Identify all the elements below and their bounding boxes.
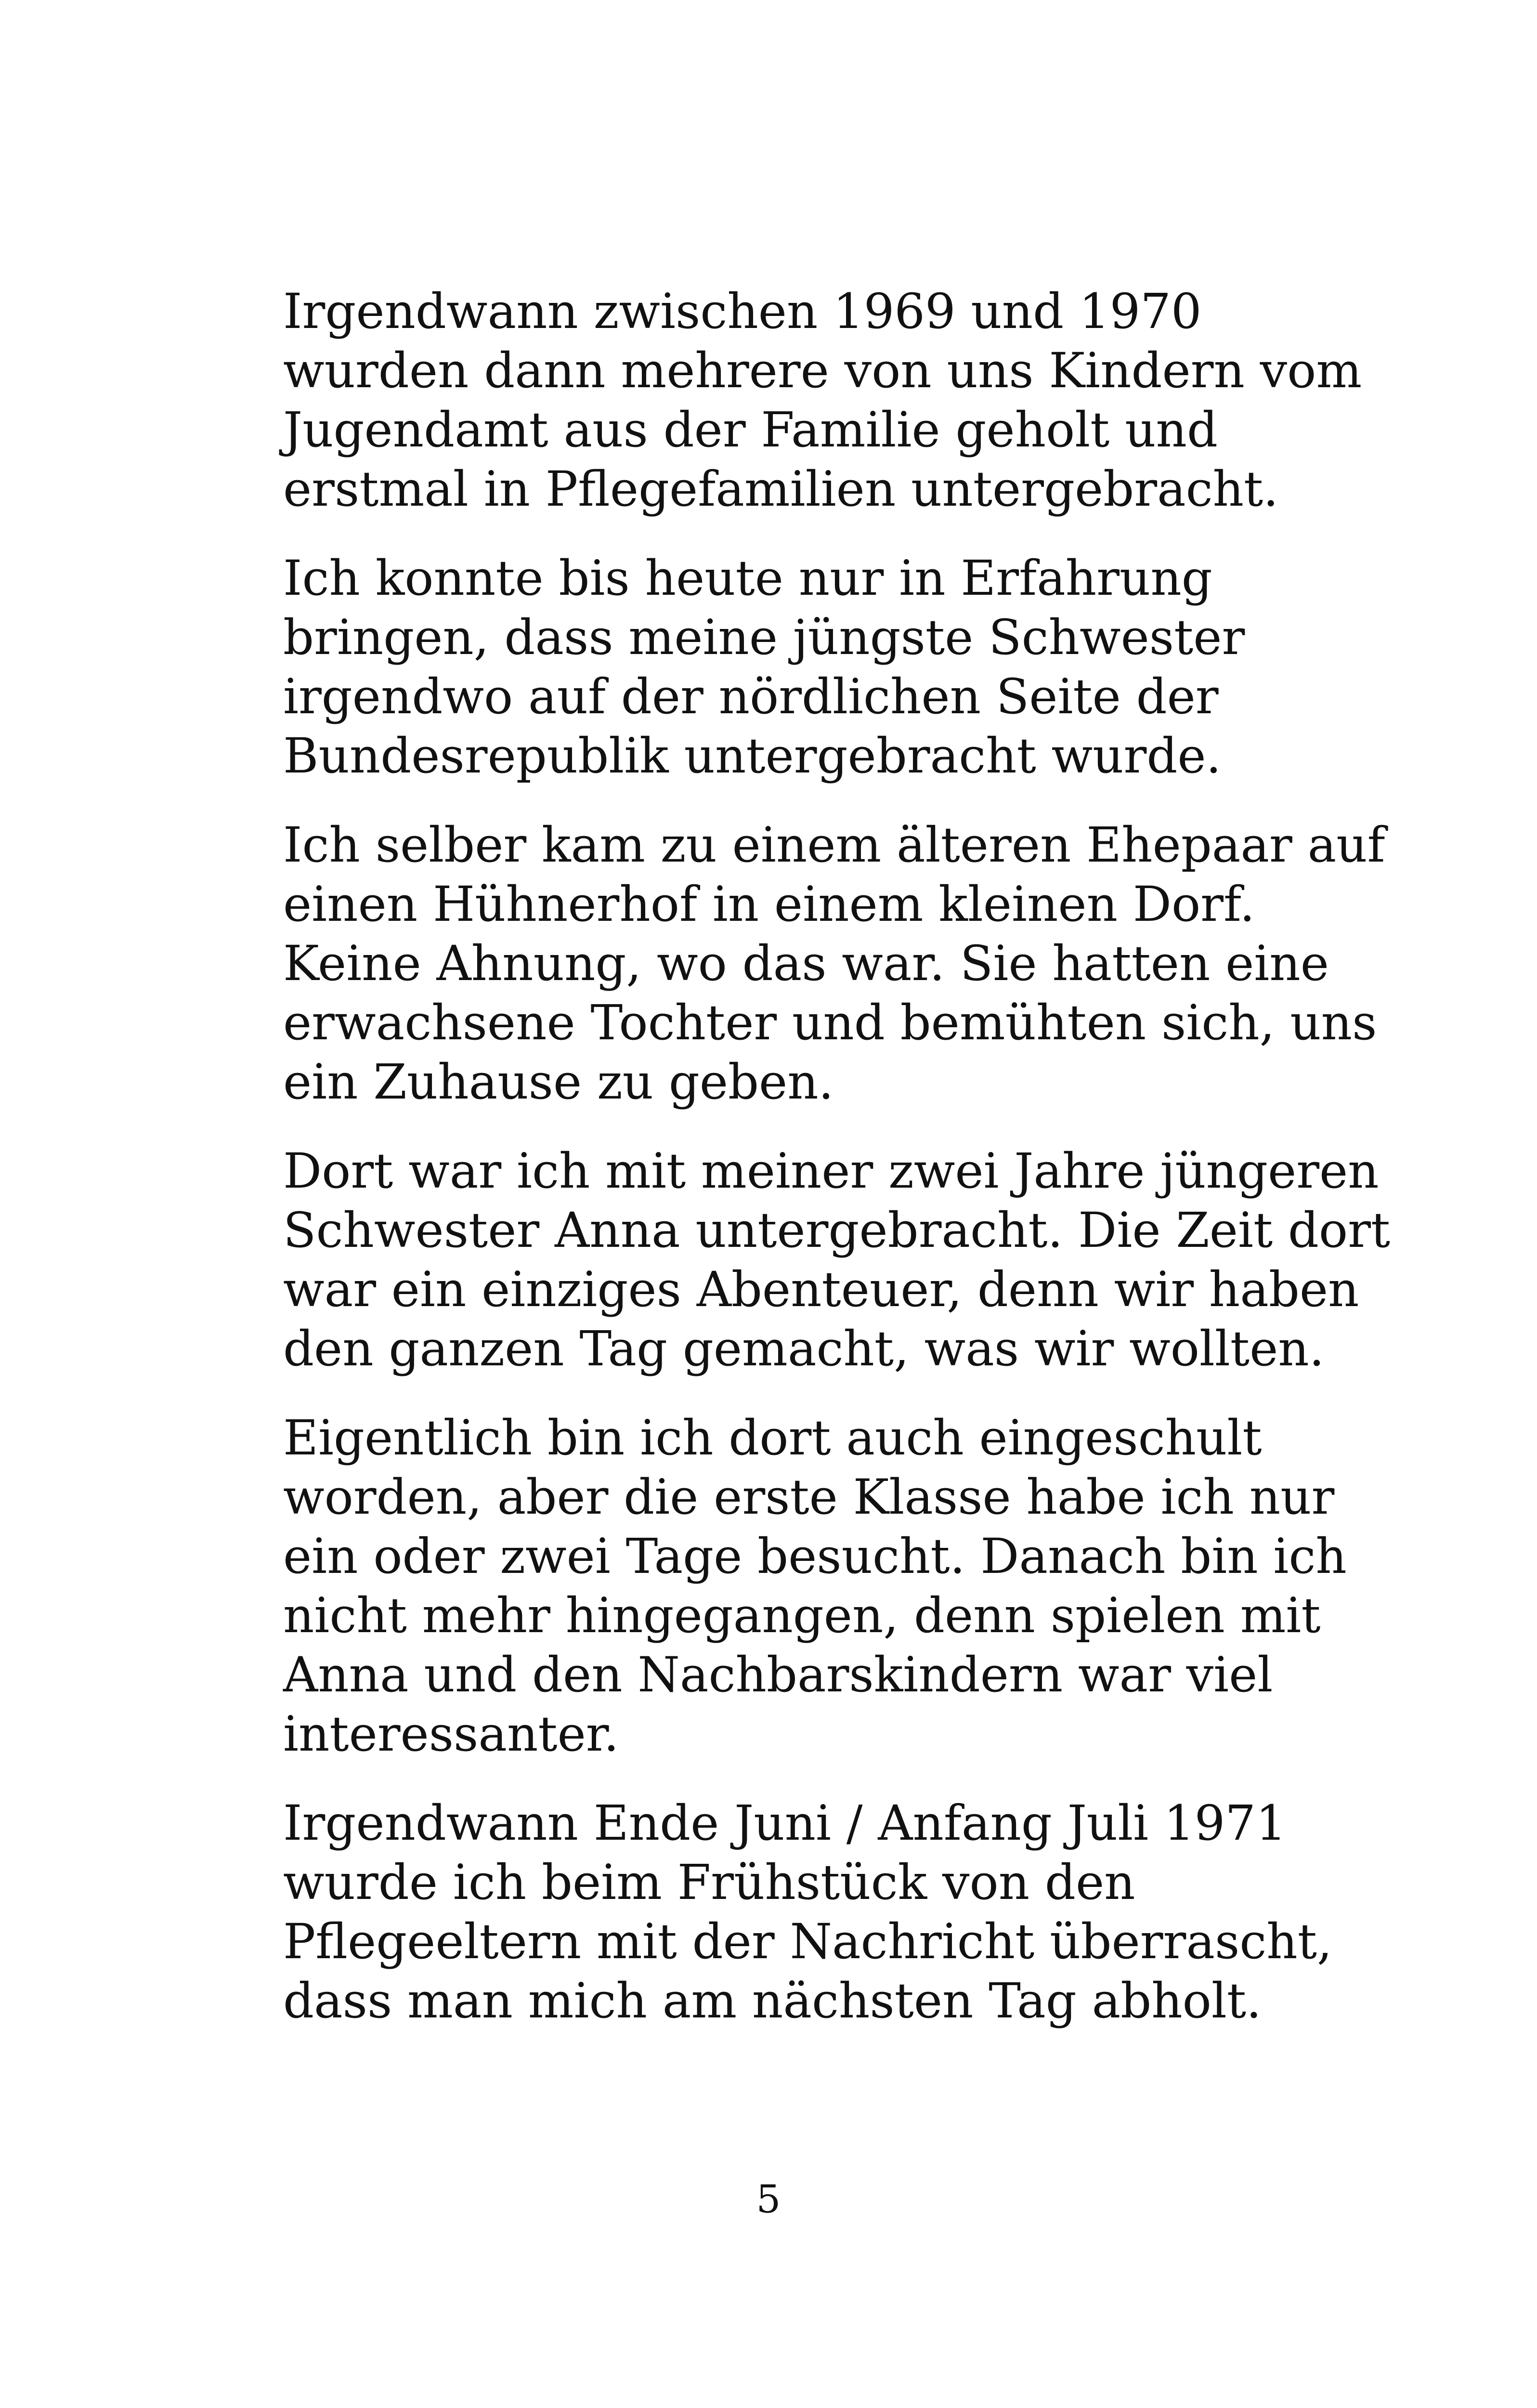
text-line: Anna und den Nachbarskindern war viel bbox=[283, 1647, 1273, 1703]
paragraph-6 bbox=[283, 1793, 1332, 2030]
text-line: wurde ich beim Frühstück von den bbox=[283, 1854, 1135, 1911]
text-line: interessanter. bbox=[283, 1706, 619, 1762]
text-line: Ich konnte bis heute nur in Erfahrung bbox=[283, 550, 1212, 606]
text-line: erstmal in Pflegefamilien untergebracht. bbox=[283, 461, 1278, 517]
paragraph-5 bbox=[283, 1408, 1347, 1764]
text-line: dass man mich am nächsten Tag abholt. bbox=[283, 1973, 1262, 2029]
text-line: Jugendamt aus der Familie geholt und bbox=[283, 402, 1218, 458]
body-text bbox=[283, 282, 1391, 2060]
text-line: worden, aber die erste Klasse habe ich nur bbox=[283, 1469, 1335, 1525]
text-line: einen Hühnerhof in einem kleinen Dorf. bbox=[283, 876, 1255, 932]
paragraph-1 bbox=[283, 282, 1362, 519]
text-line: Irgendwann Ende Juni / Anfang Juli 1971 bbox=[283, 1795, 1287, 1851]
paragraph-2 bbox=[283, 549, 1285, 785]
text-line: bringen, dass meine jüngste Schwester bbox=[283, 609, 1245, 666]
text-line: ein oder zwei Tage besucht. Danach bin ich bbox=[283, 1528, 1347, 1584]
text-line: Dort war ich mit meiner zwei Jahre jüngeren bbox=[283, 1143, 1379, 1199]
text-line: Eigentlich bin ich dort auch eingeschult bbox=[283, 1410, 1262, 1466]
page-number: 5 bbox=[756, 2177, 781, 2222]
text-line: ein Zuhause zu geben. bbox=[283, 1054, 834, 1110]
text-line: war ein einziges Abenteuer, denn wir haben bbox=[283, 1261, 1359, 1318]
text-line: nicht mehr hingegangen, denn spielen mit bbox=[283, 1587, 1321, 1644]
text-line: Ich selber kam zu einem älteren Ehepaar auf bbox=[283, 817, 1385, 873]
text-line: wurden dann mehrere von uns Kindern vom bbox=[283, 342, 1362, 399]
text-line: den ganzen Tag gemacht, was wir wollten. bbox=[283, 1321, 1325, 1377]
text-line: irgendwo auf der nördlichen Seite der bbox=[283, 668, 1219, 725]
text-line: erwachsene Tochter und bemühten sich, uns bbox=[283, 995, 1377, 1051]
text-line: Pflegeeltern mit der Nachricht überrascht, bbox=[283, 1913, 1332, 1970]
text-line: Bundesrepublik untergebracht wurde. bbox=[283, 728, 1222, 784]
paragraph-4 bbox=[283, 1141, 1391, 1378]
text-line: Irgendwann zwischen 1969 und 1970 bbox=[283, 283, 1202, 340]
text-line: Schwester Anna untergebracht. Die Zeit dort bbox=[283, 1202, 1391, 1258]
paragraph-3 bbox=[283, 815, 1385, 1112]
text-line: Keine Ahnung, wo das war. Sie hatten eine bbox=[283, 935, 1329, 992]
